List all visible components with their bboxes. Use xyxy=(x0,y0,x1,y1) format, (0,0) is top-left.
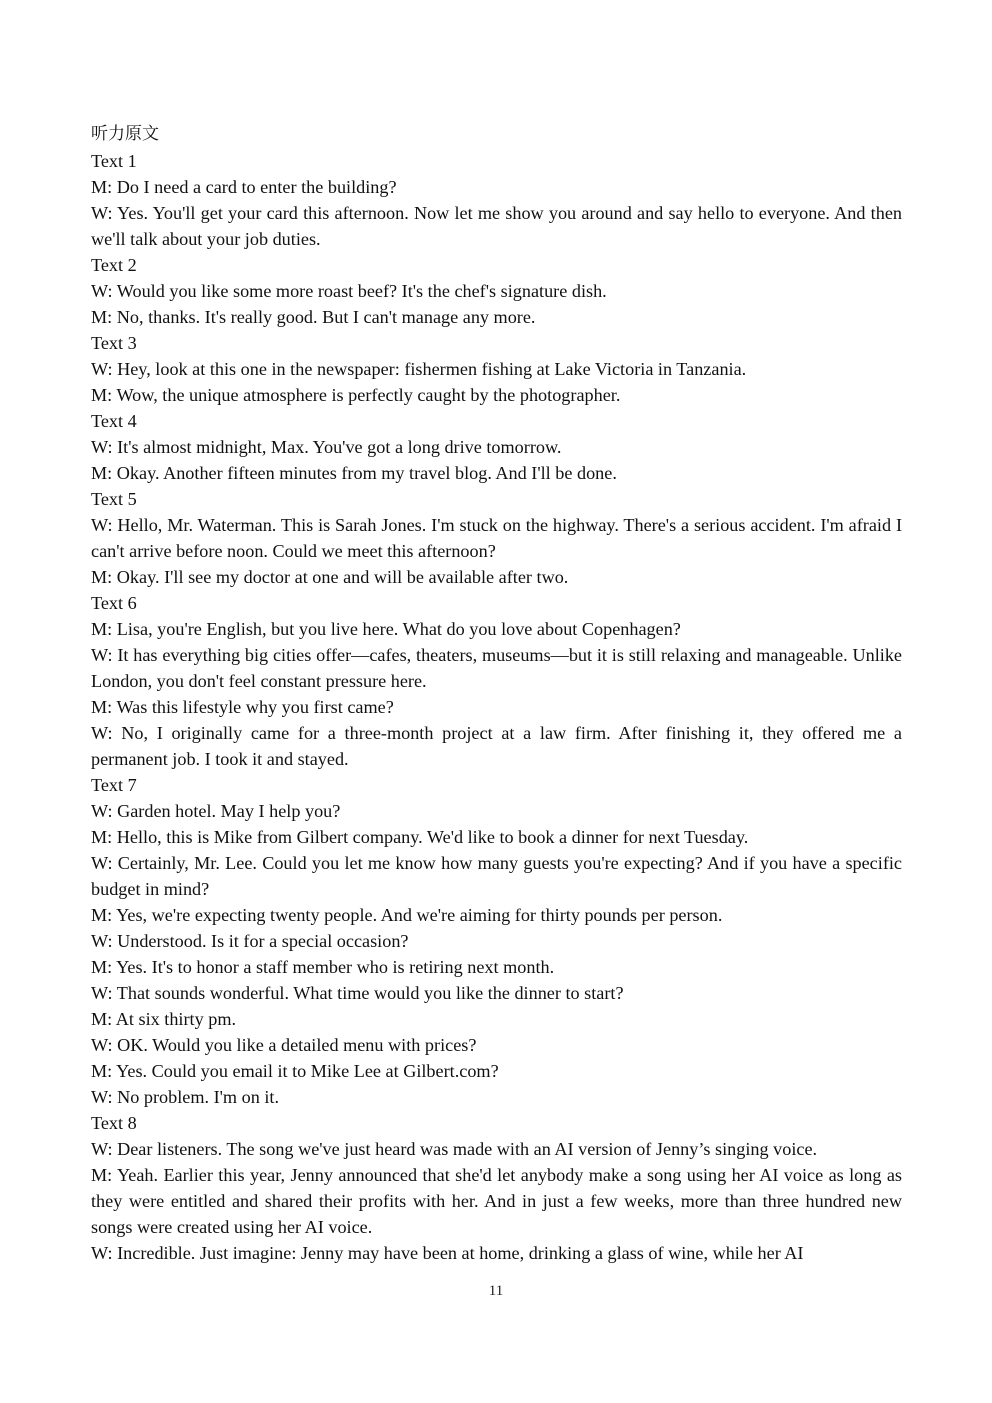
transcript-lines xyxy=(91,148,902,1266)
dialogue-line: W: OK. Would you like a detailed menu with prices? xyxy=(91,1035,477,1055)
text-section-label: Text 3 xyxy=(91,333,137,353)
transcript-body xyxy=(91,120,902,1266)
dialogue-line: W: Would you like some more roast beef? It's the chef's signature dish. xyxy=(91,281,607,301)
dialogue-line: M: No, thanks. It's really good. But I can't manage any more. xyxy=(91,307,536,327)
text-section-label: Text 4 xyxy=(91,411,137,431)
dialogue-line: W: Understood. Is it for a special occasion? xyxy=(91,931,409,951)
dialogue-line: M: Yes. Could you email it to Mike Lee at Gilbert.com? xyxy=(91,1061,499,1081)
dialogue-line: W: Incredible. Just imagine: Jenny may have been at home, drinking a glass of wine, while her AI xyxy=(91,1243,804,1263)
dialogue-line: M: Yes, we're expecting twenty people. And we're aiming for thirty pounds per person. xyxy=(91,905,723,925)
text-section-label: Text 1 xyxy=(91,151,137,171)
dialogue-line: W: Certainly, Mr. Lee. Could you let me know how many guests you're expecting? And if you have a specific budget in mind? xyxy=(91,853,902,899)
dialogue-line: W: No problem. I'm on it. xyxy=(91,1087,279,1107)
text-section-label: Text 5 xyxy=(91,489,137,509)
dialogue-line: W: Yes. You'll get your card this afternoon. Now let me show you around and say hello to everyone. And then we'll talk about your job duties. xyxy=(91,203,902,249)
dialogue-line: W: Hello, Mr. Waterman. This is Sarah Jones. I'm stuck on the highway. There's a serious accident. I'm afraid I can't arrive before noon. Could we meet this afternoon? xyxy=(91,515,902,561)
transcript-heading: 听力原文 xyxy=(91,124,159,144)
dialogue-line: W: Garden hotel. May I help you? xyxy=(91,801,341,821)
dialogue-line: M: Okay. Another fifteen minutes from my travel blog. And I'll be done. xyxy=(91,463,617,483)
dialogue-line: W: It's almost midnight, Max. You've got a long drive tomorrow. xyxy=(91,437,562,457)
dialogue-line: W: Hey, look at this one in the newspaper: fishermen fishing at Lake Victoria in Tanzania. xyxy=(91,359,747,379)
dialogue-line: W: No, I originally came for a three-month project at a law firm. After finishing it, they offered me a permanent job. I took it and stayed. xyxy=(91,723,902,769)
text-section-label: Text 2 xyxy=(91,255,137,275)
text-section-label: Text 6 xyxy=(91,593,137,613)
dialogue-line: W: It has everything big cities offer—cafes, theaters, museums—but it is still relaxing and manageable. Unlike London, you don't feel constant pressure here. xyxy=(91,645,902,691)
dialogue-line: W: That sounds wonderful. What time would you like the dinner to start? xyxy=(91,983,624,1003)
dialogue-line: M: Lisa, you're English, but you live here. What do you love about Copenhagen? xyxy=(91,619,681,639)
dialogue-line: W: Dear listeners. The song we've just heard was made with an AI version of Jenny’s singing voice. xyxy=(91,1139,818,1159)
dialogue-line: M: At six thirty pm. xyxy=(91,1009,237,1029)
dialogue-line: M: Do I need a card to enter the building? xyxy=(91,177,397,197)
text-section-label: Text 8 xyxy=(91,1113,137,1133)
text-section-label: Text 7 xyxy=(91,775,137,795)
dialogue-line: M: Yeah. Earlier this year, Jenny announced that she'd let anybody make a song using her AI voice as long as they were entitled and shared their profits with her. And in just a few weeks, more than three hundred new songs were created using her AI voice. xyxy=(91,1165,902,1237)
dialogue-line: M: Was this lifestyle why you first came? xyxy=(91,697,394,717)
dialogue-line: M: Wow, the unique atmosphere is perfectly caught by the photographer. xyxy=(91,385,621,405)
dialogue-line: M: Yes. It's to honor a staff member who is retiring next month. xyxy=(91,957,555,977)
dialogue-line: M: Okay. I'll see my doctor at one and will be available after two. xyxy=(91,567,569,587)
dialogue-line: M: Hello, this is Mike from Gilbert company. We'd like to book a dinner for next Tuesday. xyxy=(91,827,749,847)
page-number: 11 xyxy=(488,1283,504,1299)
